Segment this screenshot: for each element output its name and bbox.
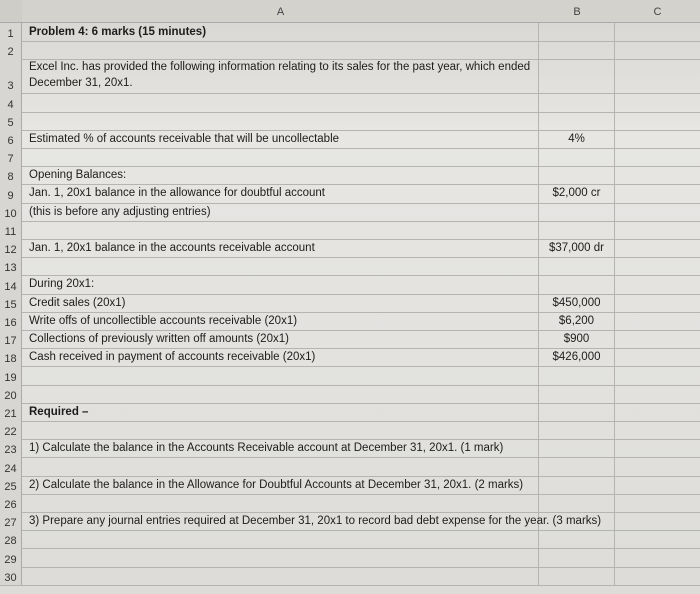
cell-b[interactable] xyxy=(539,148,615,166)
row-number[interactable]: 6 xyxy=(0,130,22,148)
cell-a[interactable] xyxy=(22,41,539,59)
row-number[interactable]: 8 xyxy=(0,166,22,184)
cell-c[interactable] xyxy=(615,494,700,512)
sheet-row xyxy=(0,23,700,42)
row-number[interactable]: 21 xyxy=(0,403,22,421)
cell-b[interactable] xyxy=(539,41,615,59)
cell-text: 1) Calculate the balance in the Accounts Receivable account at December 31, 20x1. (1 mark) xyxy=(29,442,504,455)
sheet-row xyxy=(0,348,700,367)
cell-text: During 20x1: xyxy=(29,278,95,291)
sheet-row xyxy=(0,548,700,567)
cell-c[interactable] xyxy=(615,93,700,111)
column-header-b[interactable]: B xyxy=(539,0,616,23)
row-number[interactable]: 14 xyxy=(0,275,22,293)
cell-text: Jan. 1, 20x1 balance in the accounts receivable account xyxy=(29,242,315,255)
sheet-row xyxy=(0,366,700,385)
cell-c[interactable] xyxy=(615,385,700,403)
sheet-row xyxy=(0,530,700,549)
cell-c[interactable] xyxy=(615,275,700,293)
cell-b[interactable] xyxy=(539,166,615,184)
sheet-row xyxy=(0,385,700,404)
cell-a[interactable] xyxy=(22,512,602,530)
cell-a[interactable] xyxy=(22,130,539,148)
cell-b[interactable]: $6,200 xyxy=(539,312,615,330)
row-number[interactable]: 28 xyxy=(0,530,22,548)
cell-c[interactable] xyxy=(615,348,700,366)
cell-c[interactable] xyxy=(615,130,700,148)
row-number[interactable]: 3 xyxy=(0,59,22,93)
cell-text: Problem 4: 6 marks (15 minutes) xyxy=(29,26,207,39)
cell-b[interactable] xyxy=(539,221,615,239)
cell-b[interactable] xyxy=(539,567,615,585)
cell-c[interactable] xyxy=(615,403,700,421)
cell-c[interactable] xyxy=(615,312,700,330)
cell-c[interactable] xyxy=(615,567,700,585)
cell-b[interactable]: $2,000 cr xyxy=(539,184,615,202)
sheet-row xyxy=(0,294,700,313)
cell-text: Estimated % of accounts receivable that will be uncollectable xyxy=(29,132,340,145)
cell-a[interactable] xyxy=(22,421,539,439)
cell-b[interactable] xyxy=(539,439,615,457)
cell-a[interactable] xyxy=(22,330,539,348)
cell-a[interactable] xyxy=(22,221,539,239)
cell-a[interactable] xyxy=(22,457,539,475)
sheet-row xyxy=(0,275,700,294)
cell-c[interactable] xyxy=(615,166,700,184)
cell-a[interactable] xyxy=(22,203,539,221)
cell-text-line: December 31, 20x1. xyxy=(29,77,133,90)
cell-a[interactable] xyxy=(22,275,539,293)
cell-b[interactable] xyxy=(539,457,615,475)
cell-c[interactable] xyxy=(615,41,700,59)
cell-b[interactable] xyxy=(539,512,615,530)
sheet-row xyxy=(0,512,700,531)
row-number[interactable]: 7 xyxy=(0,148,22,166)
cell-a[interactable] xyxy=(22,93,539,111)
cell-a[interactable] xyxy=(22,385,539,403)
row-number[interactable]: 16 xyxy=(0,312,22,330)
cell-b[interactable] xyxy=(539,403,615,421)
cell-a[interactable] xyxy=(22,148,539,166)
cell-c[interactable] xyxy=(615,476,700,494)
sheet-row xyxy=(0,476,700,495)
row-number[interactable]: 4 xyxy=(0,93,22,111)
cell-c[interactable] xyxy=(615,59,700,93)
row-number[interactable]: 15 xyxy=(0,294,22,312)
cell-c[interactable] xyxy=(615,457,700,475)
row-number[interactable]: 12 xyxy=(0,239,22,257)
cell-a[interactable] xyxy=(22,166,539,184)
cell-b[interactable] xyxy=(539,421,615,439)
row-number[interactable]: 19 xyxy=(0,366,22,384)
cell-b[interactable]: 4% xyxy=(539,130,615,148)
cell-c[interactable] xyxy=(615,184,700,202)
sheet-row xyxy=(0,494,700,513)
cell-a[interactable] xyxy=(22,567,539,585)
sheet-row xyxy=(0,184,700,203)
cell-text: Cash received in payment of accounts receivable (20x1) xyxy=(29,351,316,364)
cell-c[interactable] xyxy=(615,530,700,548)
row-number[interactable]: 5 xyxy=(0,112,22,130)
sheet-row xyxy=(0,439,700,458)
cell-b[interactable] xyxy=(539,548,615,566)
cell-b[interactable] xyxy=(539,112,615,130)
cell-text: Write offs of uncollectible accounts receivable (20x1) xyxy=(29,314,298,327)
cell-text: Credit sales (20x1) xyxy=(29,296,126,309)
cell-a[interactable] xyxy=(22,239,539,257)
cell-b[interactable] xyxy=(539,23,615,41)
cell-c[interactable] xyxy=(615,203,700,221)
cell-b[interactable] xyxy=(539,93,615,111)
cell-a[interactable] xyxy=(22,403,539,421)
cell-c[interactable] xyxy=(615,439,700,457)
row-number[interactable]: 24 xyxy=(0,457,22,475)
cell-a[interactable] xyxy=(22,312,539,330)
cell-b[interactable] xyxy=(539,275,615,293)
sheet-row xyxy=(0,403,700,422)
cell-b[interactable] xyxy=(539,366,615,384)
cell-c[interactable] xyxy=(615,548,700,566)
sheet-row xyxy=(0,457,700,476)
cell-c[interactable] xyxy=(615,366,700,384)
sheet-row xyxy=(0,221,700,240)
cell-c[interactable] xyxy=(615,112,700,130)
column-header-c[interactable]: C xyxy=(615,0,700,23)
cell-b[interactable]: $450,000 xyxy=(539,294,615,312)
cell-c[interactable] xyxy=(615,294,700,312)
cell-text: Collections of previously written off amounts (20x1) xyxy=(29,333,289,346)
sheet-row xyxy=(0,112,700,131)
cell-a[interactable] xyxy=(22,112,539,130)
cell-text: (this is before any adjusting entries) xyxy=(29,205,211,218)
sheet-row xyxy=(0,166,700,185)
row-number[interactable]: 30 xyxy=(0,567,22,585)
row-number[interactable]: 22 xyxy=(0,421,22,439)
cell-text: 3) Prepare any journal entries required at December 31, 20x1 to record bad debt expense for the year. (3 marks) xyxy=(29,515,602,528)
sheet-row xyxy=(0,93,700,112)
sheet-row xyxy=(0,203,700,222)
sheet-row xyxy=(0,130,700,149)
cell-a[interactable] xyxy=(22,23,539,41)
cell-c[interactable] xyxy=(615,512,700,530)
row-number[interactable]: 27 xyxy=(0,512,22,530)
cell-c[interactable] xyxy=(615,221,700,239)
cell-a[interactable] xyxy=(22,494,539,512)
sheet-row xyxy=(0,421,700,440)
cell-b[interactable] xyxy=(539,59,615,93)
cell-b[interactable] xyxy=(539,257,615,275)
row-number[interactable]: 1 xyxy=(0,23,22,41)
cell-text: Opening Balances: xyxy=(29,169,127,182)
cell-a[interactable] xyxy=(22,476,539,494)
row-number[interactable]: 18 xyxy=(0,348,22,366)
cell-text: Required – xyxy=(29,405,89,418)
cell-text: Jan. 1, 20x1 balance in the allowance for doubtful account xyxy=(29,187,326,200)
cell-c[interactable] xyxy=(615,239,700,257)
cell-b[interactable]: $426,000 xyxy=(539,348,615,366)
sheet-row xyxy=(0,330,700,349)
row-number[interactable]: 9 xyxy=(0,184,22,202)
sheet-row xyxy=(0,257,700,276)
cell-b[interactable] xyxy=(539,494,615,512)
cell-c[interactable] xyxy=(615,148,700,166)
row-number[interactable]: 29 xyxy=(0,548,22,566)
cell-a[interactable] xyxy=(22,184,539,202)
row-number[interactable]: 25 xyxy=(0,476,22,494)
row-number[interactable]: 13 xyxy=(0,257,22,275)
cell-a[interactable] xyxy=(22,294,539,312)
row-number[interactable]: 17 xyxy=(0,330,22,348)
sheet-row xyxy=(0,239,700,258)
row-number[interactable]: 2 xyxy=(0,41,22,59)
cell-a[interactable] xyxy=(22,59,539,93)
cell-a[interactable] xyxy=(22,348,539,366)
cell-b[interactable] xyxy=(539,476,615,494)
sheet-row xyxy=(0,312,700,331)
cell-a[interactable] xyxy=(22,548,539,566)
select-all-corner[interactable] xyxy=(0,0,23,23)
column-header-a[interactable]: A xyxy=(22,0,540,23)
sheet-row xyxy=(0,41,700,60)
row-number[interactable]: 23 xyxy=(0,439,22,457)
cell-text-line: Excel Inc. has provided the following information relating to its sales for the past year, which ended xyxy=(29,61,531,74)
cell-b[interactable] xyxy=(539,203,615,221)
sheet-row xyxy=(0,59,700,94)
sheet-row xyxy=(0,148,700,167)
sheet-row xyxy=(0,567,700,586)
row-number[interactable]: 10 xyxy=(0,203,22,221)
cell-a[interactable] xyxy=(22,366,539,384)
row-number[interactable]: 26 xyxy=(0,494,22,512)
cell-b[interactable] xyxy=(539,530,615,548)
cell-a[interactable] xyxy=(22,530,539,548)
cell-c[interactable] xyxy=(615,421,700,439)
cell-a[interactable] xyxy=(22,257,539,275)
row-number[interactable]: 20 xyxy=(0,385,22,403)
cell-c[interactable] xyxy=(615,23,700,41)
cell-b[interactable]: $37,000 dr xyxy=(539,239,615,257)
cell-c[interactable] xyxy=(615,330,700,348)
cell-b[interactable]: $900 xyxy=(539,330,615,348)
cell-b[interactable] xyxy=(539,385,615,403)
cell-a[interactable] xyxy=(22,439,539,457)
cell-text: 2) Calculate the balance in the Allowance for Doubtful Accounts at December 31, 20x1. (2 marks) xyxy=(29,478,524,491)
cell-c[interactable] xyxy=(615,257,700,275)
row-number[interactable]: 11 xyxy=(0,221,22,239)
